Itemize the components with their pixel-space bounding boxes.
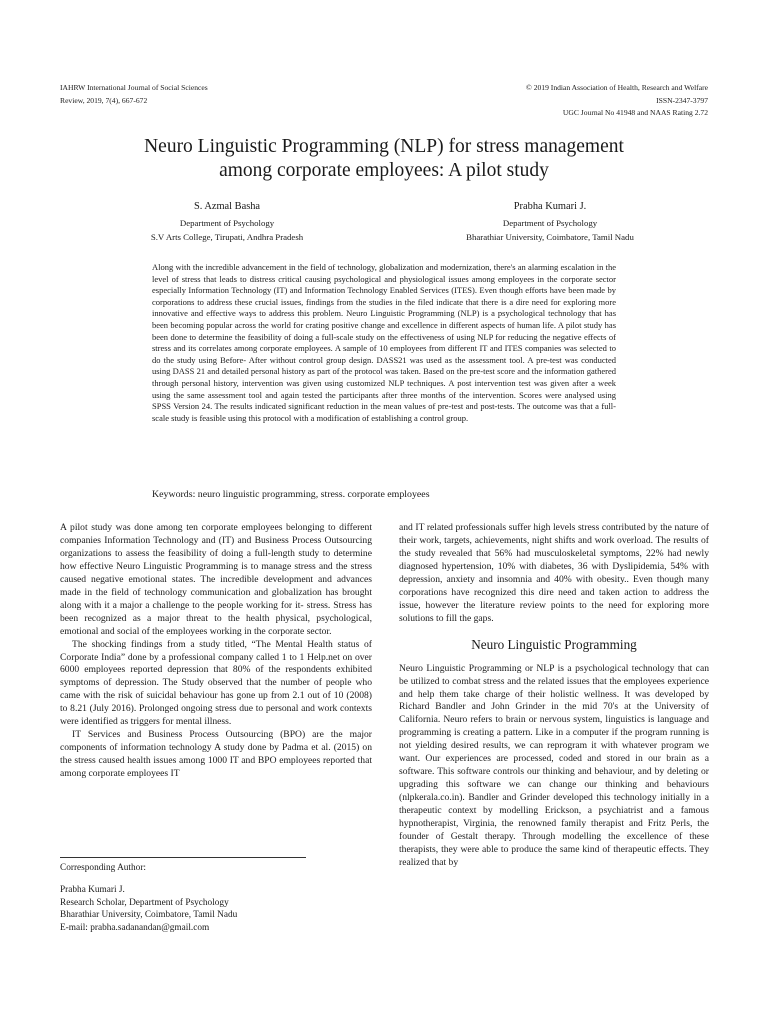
title-line-2: among corporate employees: A pilot study <box>219 160 549 181</box>
author-block-1 <box>108 199 346 244</box>
title-line-1: Neuro Linguistic Programming (NLP) for stress management <box>144 136 624 157</box>
body-paragraph: IT Services and Business Process Outsourcing (BPO) are the major components of information technology A study done by Padma et al. (2015) on the stress caused health issues among 1000 IT and BPO employees reported that among corporate employees IT <box>60 729 372 780</box>
paper-title <box>60 135 708 183</box>
corresponding-role: Research Scholar, Department of Psychology <box>60 897 229 908</box>
author-name: S. Azmal Basha <box>193 201 261 212</box>
copyright-line: © 2019 Indian Association of Health, Research and Welfare <box>526 83 708 92</box>
author-institution: S.V Arts College, Tirupati, Andhra Pradesh <box>150 232 304 242</box>
body-paragraph: A pilot study was done among ten corporate employees belonging to different companies Information Technology and (IT) and Business Process Outsourcing organizations to assess the feasibility of doing a full-length study to determine how effective Neuro Linguistic Programming is to manage stress and the stress caused negative emotional states. The incredible development and advances made in the field of technology communication and globalization has brought along with it a major a challenge to the people working for it- stress. Stress has been recognized as a major threat to the health physical, psychological, emotional and social of the employees working in the corporate sector. <box>60 522 372 637</box>
keywords: Keywords: neuro linguistic programming, stress. corporate employees <box>152 489 430 500</box>
section-heading: Neuro Linguistic Programming <box>471 636 637 652</box>
corresponding-email: E-mail: prabha.sadanandan@gmail.com <box>60 923 210 934</box>
journal-volume: Review, 2019, 7(4), 667-672 <box>60 95 148 105</box>
journal-header <box>60 82 208 107</box>
publisher-header <box>526 82 708 120</box>
author-block-2 <box>420 199 680 244</box>
author-institution: Bharathiar University, Coimbatore, Tamil Nadu <box>466 232 634 242</box>
body-paragraph: Neuro Linguistic Programming or NLP is a psychological technology that can be utilized to combat stress and the related issues that the employees experience and help them take charge of their holistic wellness. It was developed by Richard Bandler and John Grinder in the mid 70's at the University of California. Neuro refers to brain or nervous system, linguistics is language and programming is creating a pattern. Like in a computer if the program running is not yielding desired results, we can reprogram it with whatever program we want. Our experiences are processed, coded and stored in our brain as a software. This software controls our thinking and behaviour, and by deleting or upgrading this software we can change our thinking and behaviours (nlpkerala.co.in). Bandler and Grinder developed this technology initially in a therapeutic context by modelling Erickson, a psychiatrist and a famous hypnotherapist, Virginia, the renowned family therapist and Fritz Perls, the founder of Gestalt therapy. Through modelling the excellence of these therapists, they were able to produce the same kind of therapeutic effects. They realized that by <box>399 662 709 868</box>
author-department: Department of Psychology <box>502 218 598 228</box>
author-department: Department of Psychology <box>179 218 275 228</box>
author-name: Prabha Kumari J. <box>513 201 587 212</box>
issn-line: ISSN-2347-3797 <box>656 95 708 105</box>
body-column-left <box>60 522 372 781</box>
journal-name: IAHRW International Journal of Social Sciences <box>60 83 208 92</box>
body-paragraph: The shocking findings from a study titled, “The Mental Health status of Corporate India” done by a professional company called 1 to 1 Help.net on over 6000 employees reported depression that 80% of the respondents exhibited symptoms of depression. The Study observed that the number of people who came with the risk of suicidal behaviour has gone up from 2.1 out of 10 (2008) to 8.21 (July 2016). Prolonged ongoing stress due to personal and work contexts were identified as triggers for mental illness. <box>60 638 372 728</box>
corresponding-heading: Corresponding Author: <box>60 863 146 873</box>
footnote-divider <box>60 857 306 858</box>
body-column-right <box>399 522 709 870</box>
corresponding-institution: Bharathiar University, Coimbatore, Tamil Nadu <box>60 910 238 921</box>
ugc-line: UGC Journal No 41948 and NAAS Rating 2.72 <box>562 108 708 118</box>
body-paragraph: and IT related professionals suffer high levels stress contributed by the nature of their work, targets, achievements, night shifts and work overload. The results of the study revealed that 56% had musculoskeletal symptoms, 22% had newly diagnosed hypertension, 10% with diabetes, 36 with Dyslipidemia, 54% with depression, anxiety and insomnia and 40% with obesity.. Even though many corporations have recognized this dire need and taken action to address the issue, however the literature review points to the need for exploring more solutions to fill the gaps. <box>399 522 709 624</box>
corresponding-name: Prabha Kumari J. <box>60 884 125 895</box>
abstract: Along with the incredible advancement in the field of technology, globalization and modernization, there's an alarming escalation in the level of stress that leads to distress critical causing psychological and physiological issues among employees in the corporate sector especially Information Technology (IT) and Information Technology Enabled Services (ITES). Even though efforts have been made by corporations to address these crucial issues, findings from the studies in the filed indicate that there is a dire need for exploring more innovative and effective ways to address this problem. Neuro Linguistic Programming (NLP) is a psychological technology that has been becoming popular across the world for crating positive change and excellence in different aspects of human life. A pilot study has been done to determine the feasibility of doing a full-scale study on the effectiveness of using NLP for reducing the negative effects of stress and its correlates among corporate employees. A sample of 10 employees from different IT and ITES companies was selected to do the study using Before- After without control group design. DASS21 was used as the assessment tool. A pre-test was conducted using DASS 21 and detailed personal history as part of the protocol was taken. Based on the pre-test score and the information gathered through personal history, intervention was given using customized NLP techniques. A post intervention test was given after a week using the same assessment tool and again tested the participants after three months of the intervention. Scores were analysed using SPSS Version 24. The results indicated significant reduction in the mean values of pre-test and post-tests. The outcome was that a full-scale study is feasible using this protocol with a modification of establishing a control group. <box>152 262 616 423</box>
corresponding-author <box>60 862 237 935</box>
